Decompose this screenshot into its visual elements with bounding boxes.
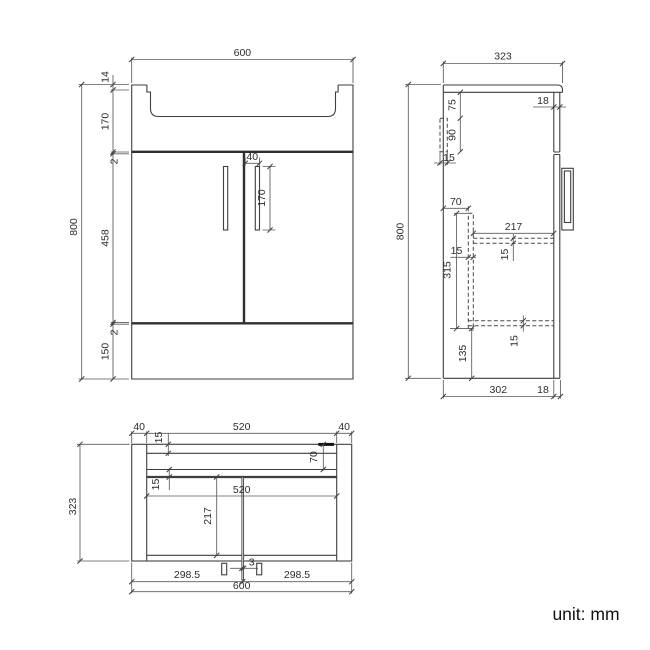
dim-plan-rail-thickness: 15 xyxy=(149,478,162,491)
front-view xyxy=(68,47,356,382)
side-dimension-ticks xyxy=(406,61,565,399)
dim-plan-back-thickness: 15 xyxy=(152,431,165,444)
dim-front-top-gap: 2 xyxy=(108,158,121,165)
dim-front-basin-height: 170 xyxy=(99,112,112,131)
dim-side-hanger-height: 90 xyxy=(446,129,459,141)
side-extension-lines xyxy=(405,62,566,399)
side-handle-outer xyxy=(562,168,574,230)
dim-side-shelf-thickness: 15 xyxy=(498,248,511,261)
plan-foot-left xyxy=(222,563,227,575)
dim-front-handle-length: 170 xyxy=(255,189,268,207)
dim-plan-inner-width: 520 xyxy=(232,420,251,433)
dim-side-door-thickness-bottom: 18 xyxy=(537,383,549,396)
side-view xyxy=(395,51,574,400)
front-outline xyxy=(132,85,353,379)
plan-foot-right xyxy=(257,563,262,575)
front-left-door-handle xyxy=(224,167,228,231)
dim-front-total-height: 800 xyxy=(68,218,80,236)
dim-side-shelf-depth: 217 xyxy=(504,220,523,233)
dim-plan-side-panel-right: 40 xyxy=(338,420,351,433)
front-dimension-ticks xyxy=(79,57,356,382)
dim-side-hanger-thickness: 15 xyxy=(443,152,455,164)
plan-overflow-slot xyxy=(318,443,334,446)
dim-side-total-height: 800 xyxy=(394,222,407,241)
dim-plan-inner-width-2: 520 xyxy=(232,483,251,496)
side-bottom-panel xyxy=(468,321,554,326)
side-divider-panel xyxy=(468,213,473,330)
dim-plan-side-panel-left: 40 xyxy=(133,420,146,433)
dim-side-body-depth: 302 xyxy=(489,383,508,396)
dim-plan-half-left: 298.5 xyxy=(173,568,201,581)
dim-side-plinth-height: 135 xyxy=(456,344,469,363)
dim-front-handle-offset: 40 xyxy=(246,150,259,163)
dim-side-hanger-offset: 75 xyxy=(446,99,459,111)
dim-plan-inner-depth: 217 xyxy=(201,507,214,525)
dim-side-divider-height: 315 xyxy=(441,261,454,279)
dim-plan-half-right: 298.5 xyxy=(283,568,311,581)
dim-front-width: 600 xyxy=(233,46,252,59)
dim-side-bottom-thickness: 15 xyxy=(508,335,521,347)
front-basin-bowl xyxy=(147,85,338,117)
dim-plan-divider-thickness: 3 xyxy=(248,556,255,569)
dim-front-bottom-gap: 2 xyxy=(108,329,121,336)
dim-side-door-thickness: 18 xyxy=(537,95,549,107)
dim-side-back-clearance: 70 xyxy=(449,195,462,208)
side-door xyxy=(554,92,560,378)
dim-front-door-height: 458 xyxy=(99,229,112,247)
dim-front-plinth-height: 150 xyxy=(99,342,112,361)
dim-side-depth: 323 xyxy=(494,50,512,63)
front-panel-lines xyxy=(132,152,353,323)
dim-plan-width: 600 xyxy=(232,579,251,592)
side-dimension-lines xyxy=(408,64,562,397)
dim-side-divider-thickness: 15 xyxy=(450,244,463,257)
front-dimension-lines xyxy=(82,60,353,380)
dim-plan-depth: 323 xyxy=(66,497,79,516)
plan-view xyxy=(67,421,355,595)
dim-front-rim-height: 14 xyxy=(99,71,112,83)
side-outline xyxy=(443,85,562,378)
unit-note: unit: mm xyxy=(552,604,620,624)
dim-plan-worktop-back: 70 xyxy=(308,451,320,463)
